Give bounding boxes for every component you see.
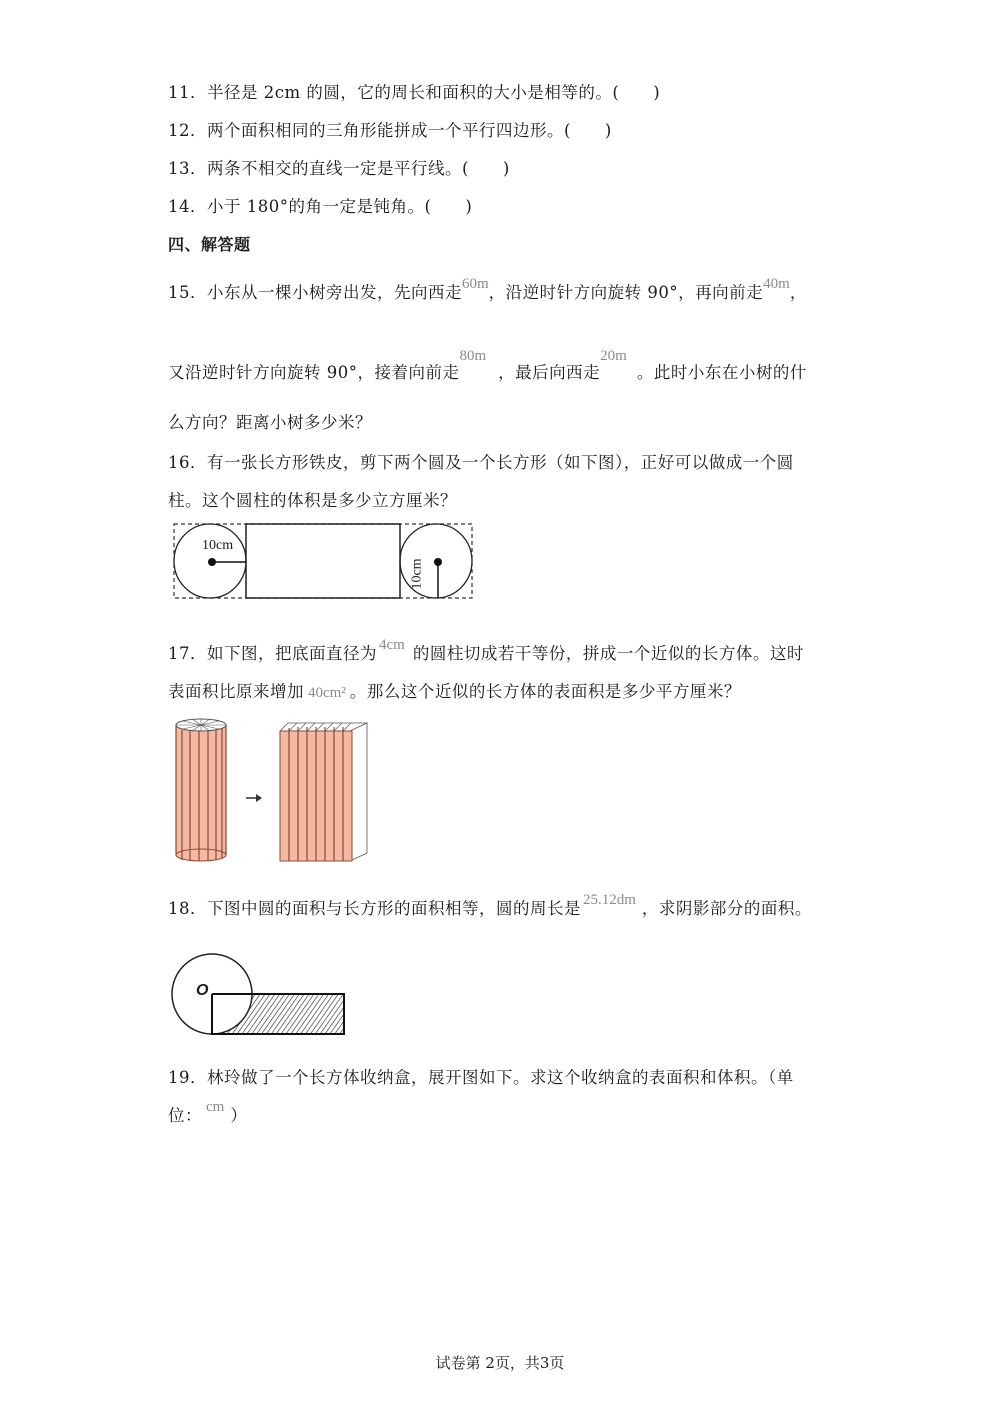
value-distance: 60m: [462, 276, 489, 292]
value-unit: cm: [206, 1099, 225, 1115]
question-15-line-1: [168, 276, 807, 305]
radius-label-left: 10cm: [202, 538, 234, 553]
figure-sheet-cut: [172, 522, 476, 602]
figure-circle-rectangle: [170, 948, 350, 1038]
question-16-line-1: 16．有一张长方形铁皮，剪下两个圆及一个长方形（如下图），正好可以做成一个圆: [168, 453, 794, 472]
text: ）: [230, 1106, 248, 1125]
text: 的圆柱切成若干等份，拼成一个近似的长方体。这时: [412, 644, 804, 663]
radius-label-right: 10cm: [409, 558, 425, 590]
question-number: 12．: [168, 121, 207, 140]
text: 。此时小东在小树的什: [636, 363, 807, 382]
question-14: [168, 196, 472, 218]
question-text: 半径是 2cm 的圆，它的周长和面积的大小是相等的。( ): [207, 83, 661, 102]
text: ，沿逆时针方向旋转 90°，再向前走: [488, 283, 764, 302]
text: 17．如下图，把底面直径为: [168, 644, 377, 663]
text: ，最后向西走: [498, 363, 601, 382]
page-footer: 试卷第 2页，共3页: [435, 1354, 565, 1372]
question-17-line-1: [168, 637, 804, 666]
question-15-line-3: 么方向？距离小树多少米？: [168, 413, 372, 432]
question-number: 13．: [168, 159, 207, 178]
question-19-line-2: [168, 1099, 248, 1128]
text: 15．小东从一棵小树旁出发，先向西走: [168, 283, 462, 302]
question-13: [168, 158, 510, 180]
question-17-line-2: [168, 681, 741, 704]
question-11: [168, 82, 660, 104]
value-area: 40cm²: [308, 685, 346, 701]
text: 18．下图中圆的面积与长方形的面积相等，圆的周长是: [168, 899, 581, 918]
question-12: [168, 120, 612, 142]
value-distance: 20m: [600, 348, 627, 364]
question-18-line-1: [168, 892, 812, 921]
question-16-line-2: 柱。这个圆柱的体积是多少立方厘米？: [168, 491, 457, 510]
value-circumference: 25.12dm: [583, 892, 636, 908]
value-distance: 80m: [459, 348, 487, 364]
question-number: 14．: [168, 197, 207, 216]
text: 又沿逆时针方向旋转 90°，接着向前走: [168, 363, 460, 382]
text: 表面积比原来增加: [168, 682, 304, 701]
section-heading: 四、解答题: [168, 235, 251, 254]
figure-cylinder-to-cuboid: [170, 715, 370, 865]
question-text: 两个面积相同的三角形能拼成一个平行四边形。( ): [207, 121, 612, 140]
question-15-line-2: [168, 348, 807, 385]
center-label-o: O: [196, 982, 209, 999]
text: ，: [789, 283, 807, 302]
question-number: 11．: [168, 83, 207, 102]
question-text: 小于 180°的角一定是钝角。( ): [207, 197, 473, 216]
question-text: 两条不相交的直线一定是平行线。( ): [207, 159, 510, 178]
value-distance: 40m: [763, 276, 790, 292]
value-diameter: 4cm: [379, 637, 405, 653]
question-19-line-1: 19．林玲做了一个长方体收纳盒，展开图如下。求这个收纳盒的表面积和体积。（单: [168, 1068, 794, 1087]
text: 位：: [168, 1106, 202, 1125]
text: 。那么这个近似的长方体的表面积是多少平方厘米？: [349, 682, 741, 701]
text: ，求阴影部分的面积。: [641, 899, 812, 918]
